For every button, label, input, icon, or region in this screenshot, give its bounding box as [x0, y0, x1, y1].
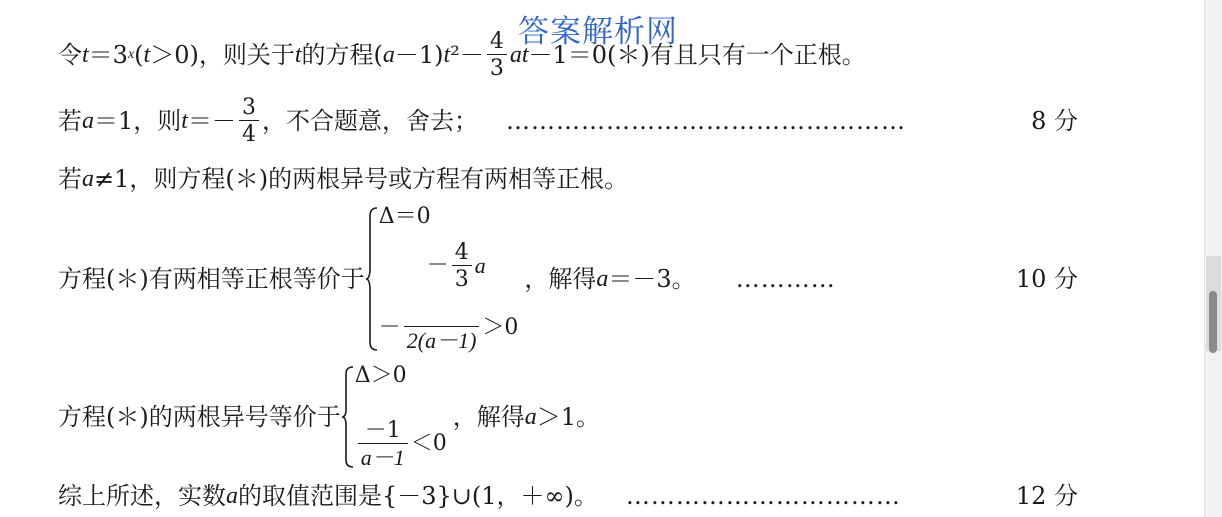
watermark: 答案解析网	[518, 14, 678, 50]
case-row-3: － 2(a－1) ＞0	[378, 315, 519, 353]
line-5: 方程(＊)的两根异号等价于 Δ＞0 $\frac{-1}{a-1}$ ＜0 ，解得 a ＞1。	[58, 363, 601, 470]
fraction-4-3: $\frac{4}{3}$	[487, 30, 507, 80]
line-1: 令 t ＝3 x ( t ＞0)，则关于 t 的方程( a －1) t ²－ $\frac{4}{3}$ at －1＝0(＊)有且只有一个正根。	[58, 29, 866, 82]
score-10: 10 分	[1015, 265, 1078, 293]
case-row-1: Δ＝0	[378, 204, 431, 229]
line-3: 若 a ≠1，则方程(＊)的两根异号或方程有两相等正根。	[58, 165, 629, 193]
score-8: 8 分	[1031, 107, 1078, 136]
left-brace-icon	[341, 365, 355, 469]
case-row-2: $\frac{-1}{a-1}$ ＜0	[355, 419, 447, 469]
vertical-scrollbar[interactable]	[1204, 0, 1222, 517]
fraction-3-4: $\frac{3}{4}$	[239, 96, 259, 146]
case-system-2	[341, 365, 447, 469]
case-row-1: Δ＞0	[354, 363, 407, 388]
case-row-2: － $\frac{4}{3}$ a	[426, 240, 486, 293]
scrollbar-thumb[interactable]	[1209, 291, 1217, 353]
score-12: 12 分	[1015, 482, 1078, 510]
line-2: 若 a ＝1，则 t ＝－ $\frac{3}{4}$ ，不合题意，舍去； ………………………………………… 8 分	[58, 95, 1078, 148]
left-brace-icon	[365, 206, 379, 352]
case-system-1	[365, 206, 519, 352]
line-4: 方程(＊)有两相等正根等价于 Δ＝0 － $\frac{4}{3}$ a － 2(a－1) ＞0 ，解得 a ＝－3。 ………… 10 分	[58, 204, 1078, 353]
line-6: 综上所述，实数 a 的取值范围是{－3}∪(1，＋∞)。 …………………………… 12 分	[58, 482, 1078, 510]
